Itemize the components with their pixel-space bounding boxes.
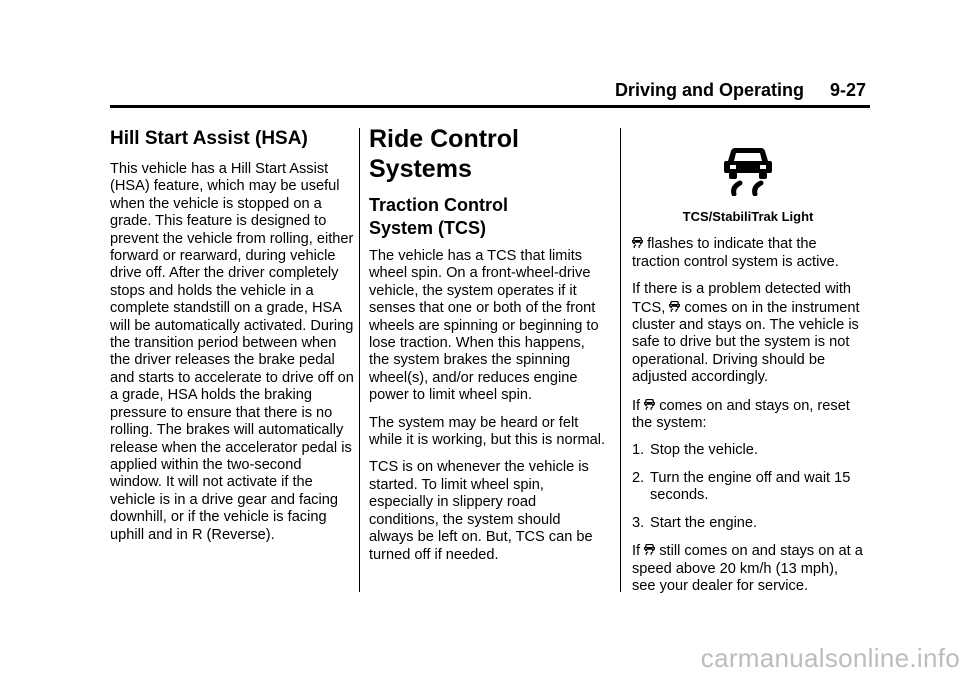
page-header	[110, 80, 866, 101]
tcs-paragraph: TCS is on whenever the vehicle is started. To limit wheel spin, especially in slippery road conditions, the system should always be left on. But, TCS can be turned off if needed.	[369, 459, 593, 563]
tcs-heading: Traction Control System (TCS)	[369, 195, 508, 238]
list-item: 1. Stop the vehicle.	[632, 442, 758, 459]
watermark: carmanualsonline.info	[700, 643, 960, 673]
hsa-column	[110, 128, 354, 554]
hsa-heading: Hill Start Assist (HSA)	[110, 128, 308, 149]
column-divider	[359, 128, 360, 592]
ride-control-heading: Ride Control Systems	[369, 125, 519, 183]
section-title: Driving and Operating	[614, 80, 804, 100]
figure-caption: TCS/StabiliTrak Light	[682, 209, 814, 224]
list-item: 3. Start the engine.	[632, 514, 758, 531]
tcs-paragraph: The vehicle has a TCS that limits wheel spin. On a front-wheel-drive vehicle, the system operates if it senses that one or both of the front wheels are spinning or beginning to lose traction. When this happens, the system brakes the spinning wheel(s), and/or reduces engine power to limit wheel spin.	[369, 248, 599, 404]
tcs-inline-icon	[632, 235, 643, 249]
tcs-inline-icon	[644, 542, 655, 556]
column-divider	[620, 128, 621, 592]
tcs-light-figure	[632, 144, 864, 196]
header-rule	[110, 105, 870, 108]
hsa-paragraph: This vehicle has a Hill Start Assist (HSA) feature, which may be useful when the vehicle is stopped on a grade. This feature is designed to prevent the vehicle from rolling, either forward or rearward, during vehicle drive off. After the driver completely stops and holds the vehicle in a complete standstill on a grade, HSA will be automatically activated. During the transition period between when the driver releases the brake pedal and starts to accelerate to drive off on a grade, HSA holds the braking pressure to ensure that there is no rolling. The brakes will automatically release when the accelerator pedal is applied within the two-second window. It will not activate if the vehicle is in a drive gear and facing downhill, or if the vehicle is facing uphill and in R (Reverse).	[110, 161, 354, 543]
tcs-inline-icon	[669, 299, 680, 313]
list-item: 2. Turn the engine off and wait 15 seconds.	[632, 469, 851, 504]
tcs-light-column	[632, 128, 864, 605]
tcs-stabilitrak-icon	[724, 144, 772, 196]
page-number: 9-27	[829, 80, 866, 100]
ride-control-column	[369, 125, 609, 574]
light-paragraph: If comes on and stays on, reset the system:	[632, 397, 850, 432]
light-paragraph: If there is a problem detected with TCS, comes on in the instrument cluster and stays on. The vehicle is safe to drive but the system is not operational. Driving should be adjusted accordingly.	[632, 281, 860, 386]
tcs-inline-icon	[644, 397, 655, 411]
tcs-paragraph: The system may be heard or felt while it is working, but this is normal.	[369, 414, 606, 449]
light-paragraph: If still comes on and stays on at a speed above 20 km/h (13 mph), see your dealer for service.	[632, 543, 863, 594]
light-paragraph: flashes to indicate that the traction control system is active.	[632, 236, 839, 270]
reset-steps	[632, 442, 864, 532]
